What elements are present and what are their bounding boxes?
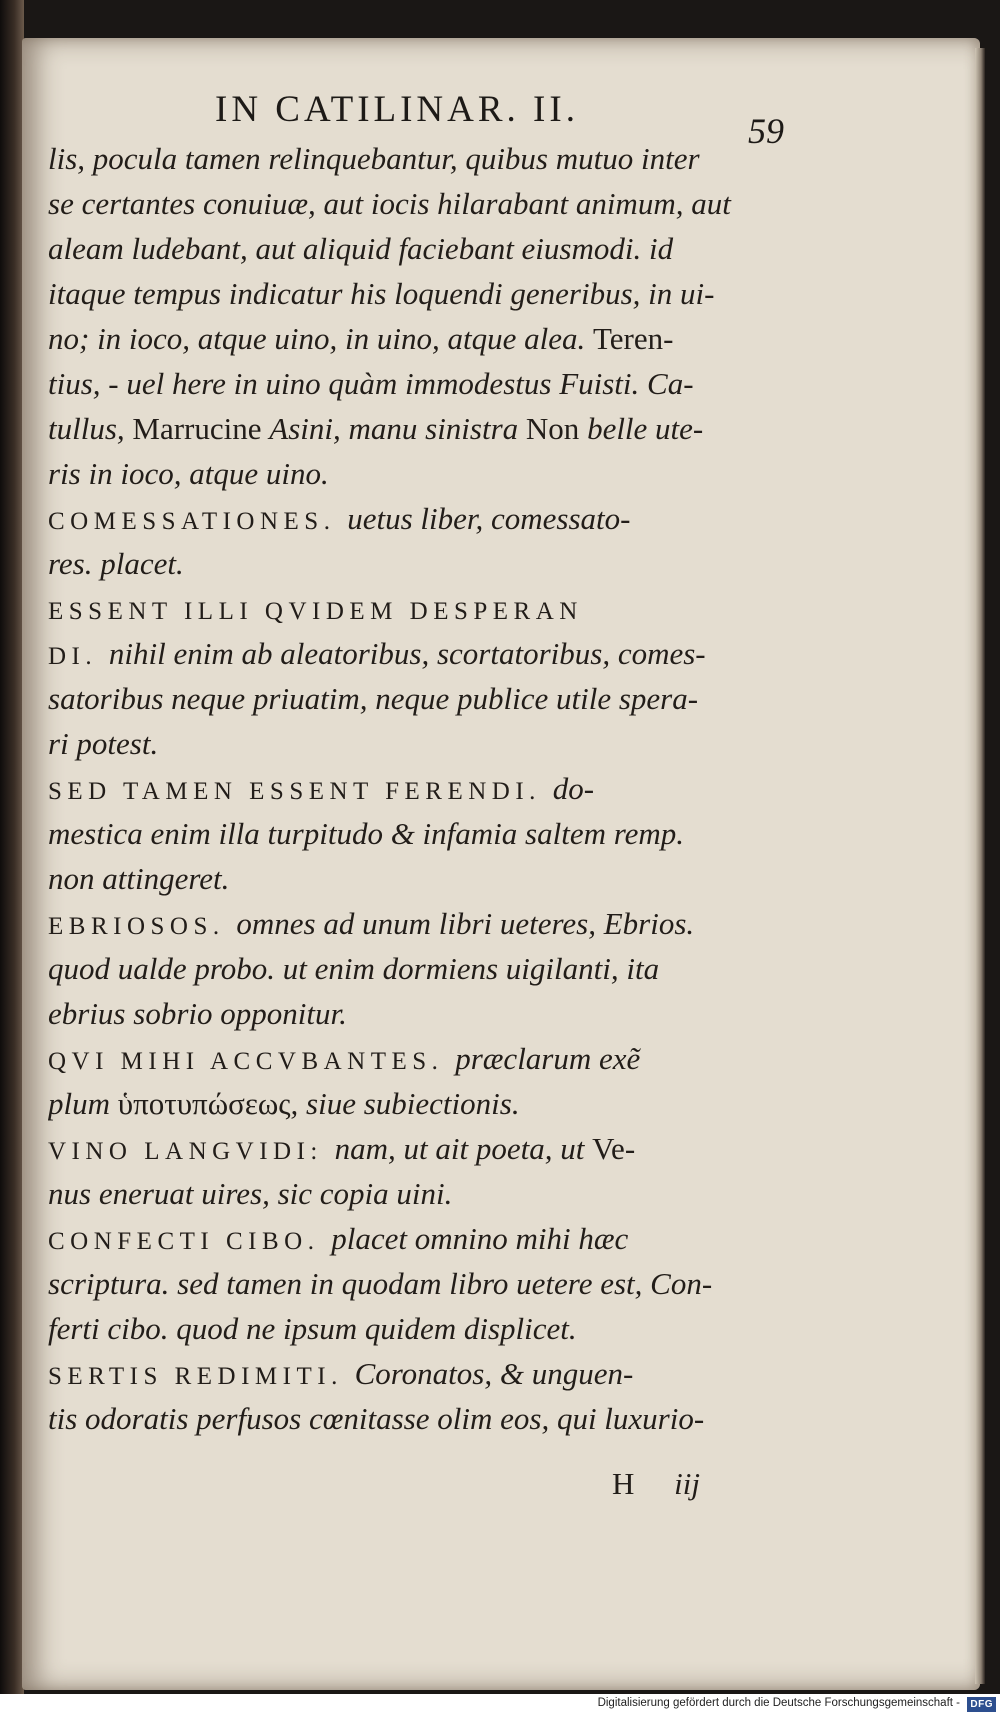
text-line [48,766,848,811]
running-head: IN CATILINAR. II. [215,89,579,130]
signature-leaf-number: iij [674,1466,700,1501]
text-line [48,721,848,766]
text-segment: tius, [48,366,109,401]
text-segment: lis, pocula tamen relinquebantur, quibus mutuo inter [48,141,700,176]
text-segment: Teren- [593,321,674,356]
text-line [48,1036,848,1081]
text-segment: præclarum exẽ [455,1041,641,1076]
lemma-heading: QVI MIHI ACCVBANTES. [48,1048,456,1075]
page-number: 59 [748,111,784,151]
text-segment: ebrius sobrio opponitur. [48,996,347,1031]
text-segment: Coronatos, & unguen- [354,1356,634,1391]
text-segment: Ve- [592,1131,636,1166]
text-segment: itaque tempus indicatur his loquendi generibus, in ui- [48,276,715,311]
lemma-heading: SED TAMEN ESSENT FERENDI. [48,778,553,805]
dfg-logo: DFG [967,1697,996,1712]
text-line [48,1306,848,1351]
text-line [48,676,848,721]
text-segment: satoribus neque priuatim, neque publice utile spera- [48,681,699,716]
text-line [48,136,848,181]
text-line [48,541,848,586]
text-segment: ri potest. [48,726,159,761]
text-line [48,451,848,496]
text-segment: Asini, manu sinistra [269,411,526,446]
lemma-heading: SERTIS REDIMITI. [48,1363,355,1390]
text-line [48,406,848,451]
text-line [48,811,848,856]
text-segment: se certantes conuiuæ, aut iocis hilarabant animum, aut [48,186,731,221]
text-line [48,361,848,406]
text-line [48,181,848,226]
lemma-heading: DI. [48,643,109,670]
text-segment: ὑποτυπώσεως [117,1086,291,1121]
text-segment: aleam ludebant, aut aliquid faciebant eiusmodi. id [48,231,674,266]
text-segment: ris in ioco, atque uino. [48,456,329,491]
text-segment: no; in ioco, atque uino, in uino, atque alea. [48,321,594,356]
text-segment: Marrucine [132,411,270,446]
text-line [48,1261,848,1306]
text-segment: omnes ad unum libri ueteres, Ebrios. [236,906,695,941]
text-line [48,496,848,541]
signature-letter: H [612,1466,635,1501]
text-line [48,946,848,991]
text-line [48,901,848,946]
text-line [48,1351,848,1396]
text-line [48,1216,848,1261]
text-segment: Non [525,411,588,446]
main-text-block [48,136,848,1441]
text-segment: ferti cibo. quod ne ipsum quidem displicet. [48,1311,577,1346]
text-segment: scriptura. sed tamen in quodam libro uetere est, Con- [48,1266,713,1301]
text-segment: mestica enim illa turpitudo & infamia saltem remp. [48,816,685,851]
page-fore-edge [975,48,985,1684]
text-segment: nam, ut ait poeta, ut [334,1131,593,1166]
digitization-footer [0,1694,1000,1716]
text-segment: - [108,366,127,401]
text-segment: placet omnino mihi hæc [331,1221,629,1256]
text-segment: tis odoratis perfusos cœnitasse olim eos, qui luxurio- [48,1401,705,1436]
text-line [48,271,848,316]
lemma-heading: EBRIOSOS. [48,913,237,940]
text-line [48,631,848,676]
lemma-heading: COMESSATIONES. [48,508,348,535]
text-segment: res. placet. [48,546,184,581]
text-segment: do- [552,771,595,806]
text-line [48,1081,848,1126]
text-line [48,226,848,271]
text-segment: , siue subiectionis. [290,1086,520,1121]
text-segment: nihil enim ab aleatoribus, scortatoribus, comes- [108,636,706,671]
text-line [48,1171,848,1216]
text-line [48,1126,848,1171]
book-binding-edge [0,0,24,1716]
text-line [48,856,848,901]
text-segment: uetus liber, comessato- [347,501,631,536]
signature-mark [612,1466,700,1502]
text-segment: belle ute- [587,411,704,446]
lemma-heading: ESSENT ILLI QVIDEM DESPERAN [48,598,583,625]
text-segment: quod ualde probo. ut enim dormiens uigilanti, ita [48,951,660,986]
text-segment: tullus, [48,411,133,446]
text-line [48,586,848,631]
text-line [48,991,848,1036]
text-segment: uel here in uino quàm immodestus [126,366,560,401]
text-line [48,1396,848,1441]
lemma-heading: VINO LANGVIDI: [48,1138,335,1165]
text-segment: Fuisti. Ca- [559,366,694,401]
text-segment: non attingeret. [48,861,230,896]
text-segment: plum [48,1086,118,1121]
text-segment: nus eneruat uires, sic copia uini. [48,1176,453,1211]
text-line [48,316,848,361]
footer-credit: Digitalisierung gefördert durch die Deutsche Forschungsgemeinschaft - [597,1697,960,1709]
lemma-heading: CONFECTI CIBO. [48,1228,332,1255]
